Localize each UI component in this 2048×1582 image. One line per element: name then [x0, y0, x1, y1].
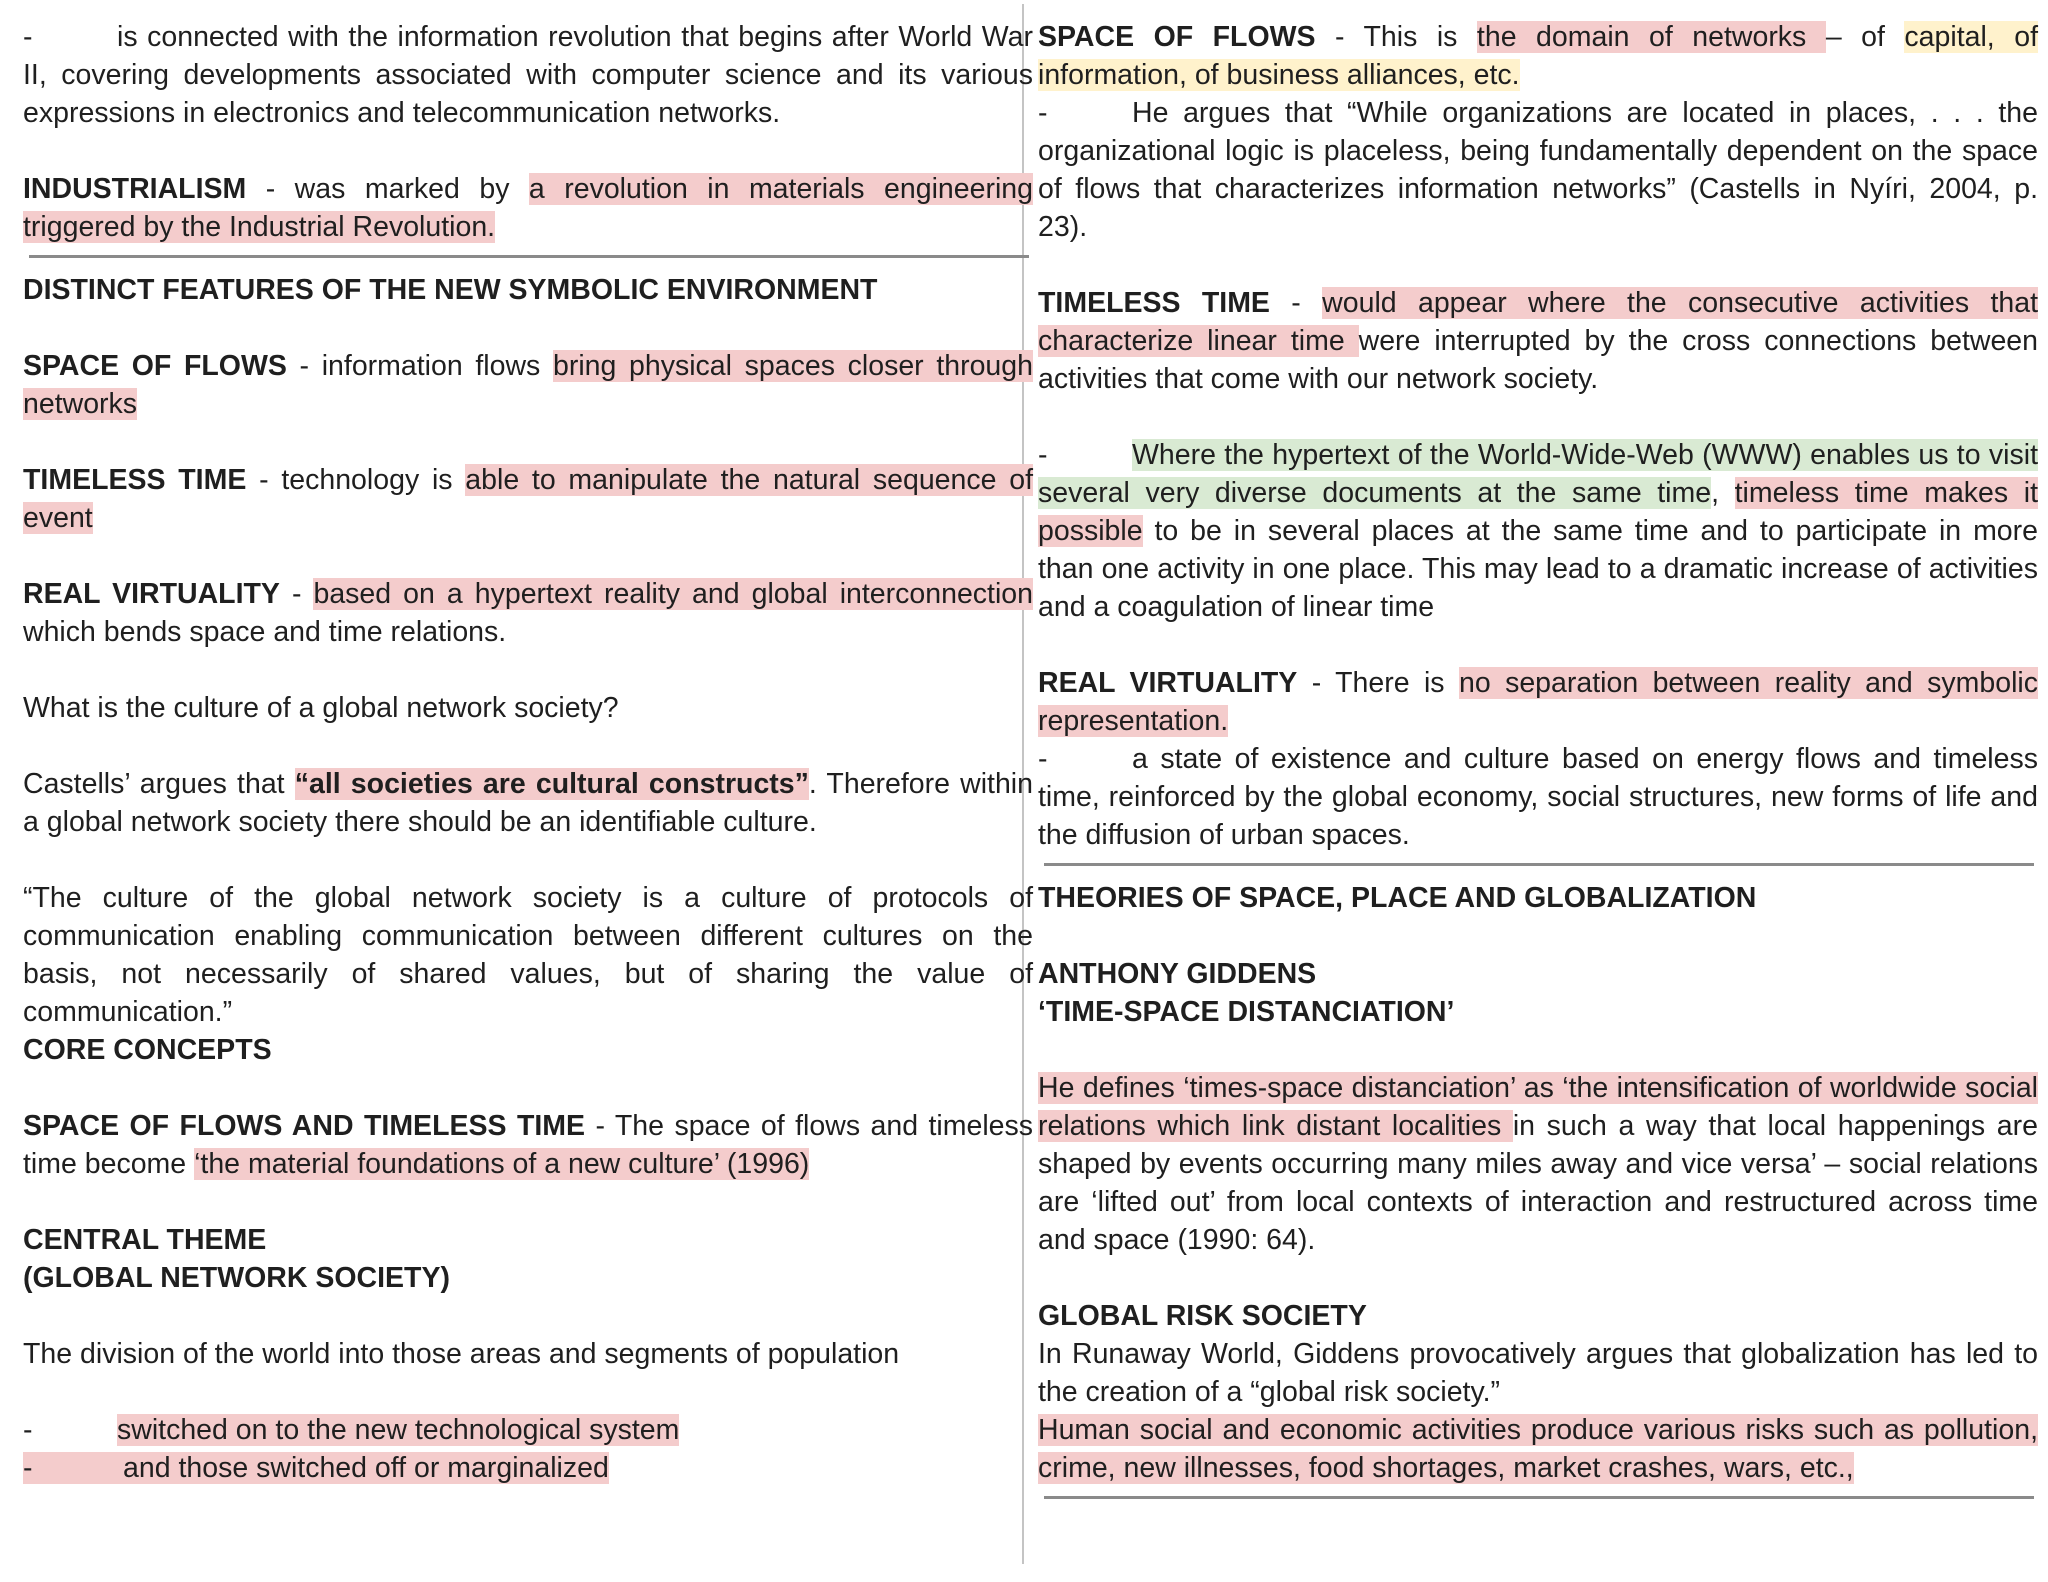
- state-of-existence-paragraph: - a state of existence and culture based on energy flows and timeless time, reinforced by the global economy, social structures, new forms of life and the diffusion of urban spaces.: [1038, 743, 2038, 851]
- highlight: would appear where the consecutive activities that characterize linear time: [1038, 287, 2039, 357]
- section-heading-core-concepts: CORE CONCEPTS: [23, 1034, 272, 1066]
- highlight-yellow: capital, of information, of business alliances, etc.: [1038, 21, 2038, 91]
- highlight: “all societies are cultural constructs”: [294, 768, 809, 800]
- division-paragraph: The division of the world into those areas and segments of population: [23, 1338, 900, 1370]
- right-column: [1038, 18, 2038, 1512]
- www-paragraph: - Where the hypertext of the World-Wide-Web (WWW) enables us to visit several very diverse documents at the same time, timeless time makes it possible to be in several places at the same time and to participate in more than one activity in one place. This may lead to a dramatic increase of activities and a coagulation of linear time: [1038, 439, 2038, 623]
- section-heading-theories: THEORIES OF SPACE, PLACE AND GLOBALIZATION: [1038, 882, 1757, 914]
- organizations-paragraph: - He argues that “While organizations are located in places, . . . the organizational logic is placeless, being fundamentally dependent on the space of flows that characterizes information networks” (Castells in Nyíri, 2004, p. 23).: [1038, 97, 2038, 243]
- highlight: bring physical spaces closer through networks: [23, 350, 1033, 420]
- highlight: - and those switched off or marginalized: [23, 1452, 609, 1484]
- highlight: ‘the material foundations of a new culture’ (1996): [194, 1148, 810, 1180]
- section-heading-distinct-features: DISTINCT FEATURES OF THE NEW SYMBOLIC ENVIRONMENT: [23, 274, 878, 306]
- highlight: the domain of networks: [1476, 21, 1826, 53]
- left-column: [23, 18, 1033, 1487]
- highlight: timeless time makes it possible: [1038, 477, 2038, 547]
- real-virtuality-paragraph: REAL VIRTUALITY - based on a hypertext reality and global interconnection which bends space and time relations.: [23, 578, 1034, 648]
- distanciation-paragraph: He defines ‘times-space distanciation’ as ‘the intensification of worldwide social relations which link distant localities in such a way that local happenings are shaped by events occurring many miles away and vice versa’ – social relations are ‘lifted out’ from local contexts of interaction and restructured across time and space (1990: 64).: [1038, 1072, 2038, 1256]
- culture-question: What is the culture of a global network society?: [23, 692, 619, 724]
- section-rule: [29, 255, 1029, 258]
- culture-quote-paragraph: “The culture of the global network society is a culture of protocols of communication enabling communication between different cultures on the basis, not necessarily of shared values, but of sharing the value of communication.”: [23, 882, 1033, 1028]
- timeless-time-paragraph: TIMELESS TIME - technology is able to manipulate the natural sequence of event: [23, 464, 1033, 534]
- castells-paragraph: Castells’ argues that “all societies are cultural constructs”. Therefore within a global network society there should be an identifiable culture.: [23, 768, 1033, 838]
- section-rule: [1044, 863, 2034, 866]
- timeless-time-right-paragraph: TIMELESS TIME - would appear where the consecutive activities that characterize linear time were interrupted by the cross connections between activities that come with our network society.: [1038, 287, 2039, 395]
- highlight: a revolution in materials engineering triggered by the Industrial Revolution.: [23, 173, 1033, 243]
- section-heading-global-risk: GLOBAL RISK SOCIETY: [1038, 1300, 1367, 1332]
- space-of-flows-domain-paragraph: SPACE OF FLOWS - This is the domain of networks – of capital, of information, of business alliances, etc.: [1038, 21, 2038, 91]
- highlight: able to manipulate the natural sequence of event: [23, 464, 1033, 534]
- list-item: - switched on to the new technological system: [23, 1414, 680, 1446]
- highlight: Human social and economic activities produce various risks such as pollution, crime, new illnesses, food shortages, market crashes, wars, etc.,: [1038, 1414, 2038, 1484]
- space-flows-timeless-paragraph: SPACE OF FLOWS AND TIMELESS TIME - The space of flows and timeless time become ‘the material foundations of a new culture’ (1996): [23, 1110, 1034, 1180]
- real-virtuality-right-paragraph: REAL VIRTUALITY - There is no separation between reality and symbolic representation.: [1038, 667, 2038, 737]
- section-heading-giddens: ANTHONY GIDDENS: [1038, 958, 1317, 990]
- section-rule: [1044, 1496, 2034, 1499]
- highlight: switched on to the new technological system: [117, 1414, 680, 1446]
- risk-society-paragraph: In Runaway World, Giddens provocatively argues that globalization has led to the creation of a “global risk society.”: [1038, 1338, 2038, 1408]
- industrialism-label: INDUSTRIALISM: [23, 173, 247, 205]
- section-subheading-distanciation: ‘TIME-SPACE DISTANCIATION’: [1038, 996, 1455, 1028]
- industrialism-paragraph: INDUSTRIALISM - was marked by a revolution in materials engineering triggered by the Industrial Revolution.: [23, 173, 1033, 243]
- info-revolution-paragraph: - is connected with the information revolution that begins after World War II, covering developments associated with computer science and its various expressions in electronics and telecommunication networks.: [23, 21, 1033, 129]
- highlight: no separation between reality and symbolic representation.: [1038, 667, 2038, 737]
- highlight: based on a hypertext reality and global interconnection: [313, 578, 1034, 610]
- section-heading-central-theme: CENTRAL THEME: [23, 1224, 267, 1256]
- space-of-flows-paragraph: SPACE OF FLOWS - information flows bring physical spaces closer through networks: [23, 350, 1033, 420]
- highlight: He defines ‘times-space distanciation’ as ‘the intensification of worldwide social relations which link distant localities: [1038, 1072, 2038, 1142]
- list-item: [23, 1449, 1033, 1487]
- risks-paragraph: [1038, 1411, 2038, 1487]
- highlight-green: Where the hypertext of the World-Wide-Web (WWW) enables us to visit several very diverse documents at the same time: [1038, 439, 2038, 509]
- section-subheading-global-network: (GLOBAL NETWORK SOCIETY): [23, 1262, 450, 1294]
